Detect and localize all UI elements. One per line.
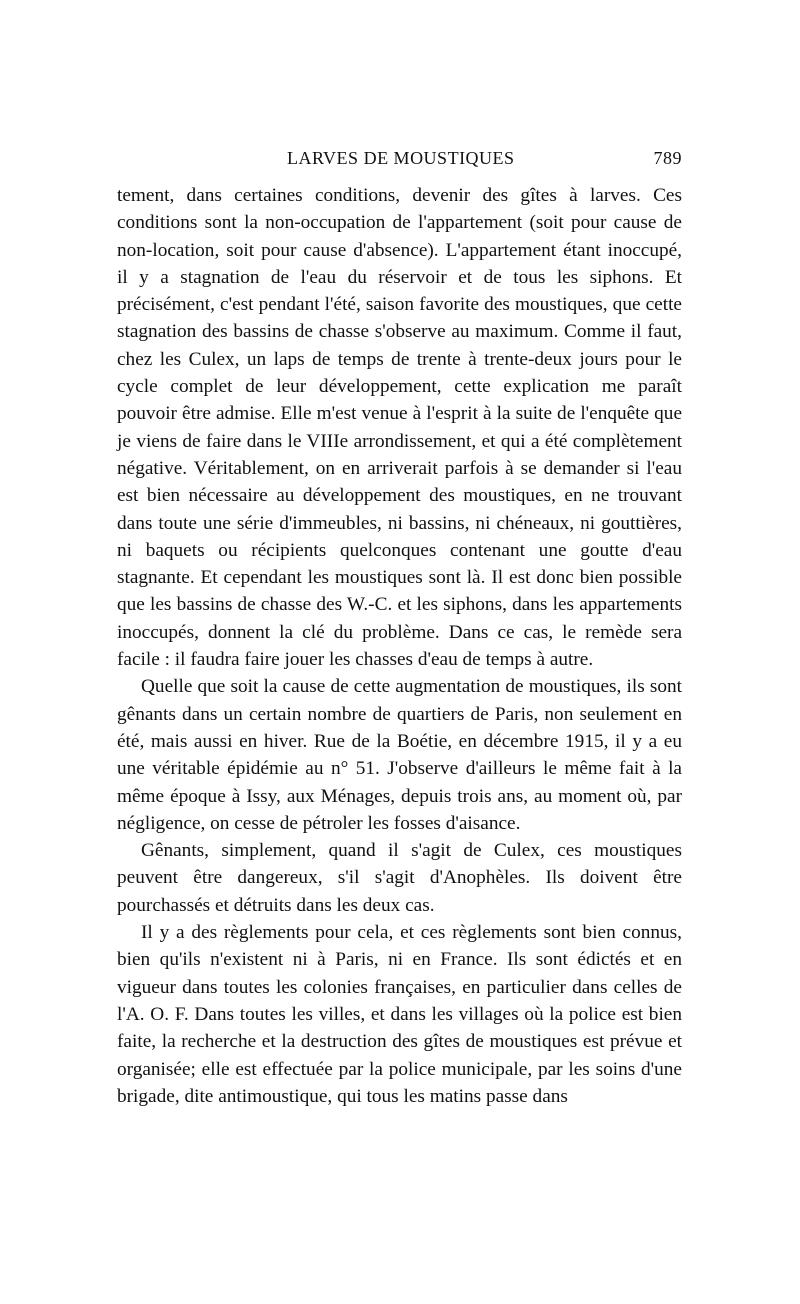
paragraph-2: Quelle que soit la cause de cette augmentation de moustiques, ils sont gênants dans un certain nombre de quartiers de Paris, non seulement en été, mais aussi en hiver. Rue de la Boétie, en décembre 1915, il y a eu une véritable épidémie au n° 51. J'observe d'ailleurs le même fait à la même époque à Issy, aux Ménages, depuis trois ans, au moment où, par négligence, on cesse de pétroler les fosses d'aisance.: [117, 676, 682, 834]
book-page: [117, 140, 682, 1110]
paragraph-1: tement, dans certaines conditions, devenir des gîtes à larves. Ces conditions sont la non-occupation de l'appartement (soit pour cause de non-location, soit pour cause d'absence). L'appartement étant inoccupé, il y a stagnation de l'eau du réservoir et de tous les siphons. Et précisément, c'est pendant l'été, saison favorite des moustiques, que cette stagnation des bassins de chasse s'observe au maximum. Comme il faut, chez les Culex, un laps de temps de trente à trente-deux jours pour le cycle complet de leur développement, cette explication me paraît pouvoir être admise. Elle m'est venue à l'esprit à la suite de l'enquête que je viens de faire dans le VIIIe arrondissement, et qui a été complètement négative. Véritablement, on en arriverait parfois à se demander si l'eau est bien nécessaire au développement des moustiques, en ne trouvant dans toute une série d'immeubles, ni bassins, ni chéneaux, ni gouttières, ni baquets ou récipients quelconques contenant une goutte d'eau stagnante. Et cependant les moustiques sont là. Il est donc bien possible que les bassins de chasse des W.-C. et les siphons, dans les appartements inoccupés, donnent la clé du problème. Dans ce cas, le remède sera facile : il faudra faire jouer les chasses d'eau de temps à autre.: [117, 185, 682, 671]
running-title: LARVES DE MOUSTIQUES: [287, 148, 515, 168]
paragraph-3: Gênants, simplement, quand il s'agit de Culex, ces moustiques peuvent être dangereux, s'il s'agit d'Anophèles. Ils doivent être pourchassés et détruits dans les deux cas.: [117, 840, 682, 916]
paragraph-4: Il y a des règlements pour cela, et ces règlements sont bien connus, bien qu'ils n'existent ni à Paris, ni en France. Ils sont édictés et en vigueur dans toutes les colonies françaises, en particulier dans celles de l'A. O. F. Dans toutes les villes, et dans les villages où la police est bien faite, la recherche et la destruction des gîtes de moustiques est prévue et organisée; elle est effectuée par la police municipale, par les soins d'une brigade, dite antimoustique, qui tous les matins passe dans: [117, 922, 682, 1107]
running-head: [117, 140, 682, 170]
body-text: [117, 182, 682, 1110]
page-number: 789: [653, 148, 682, 168]
